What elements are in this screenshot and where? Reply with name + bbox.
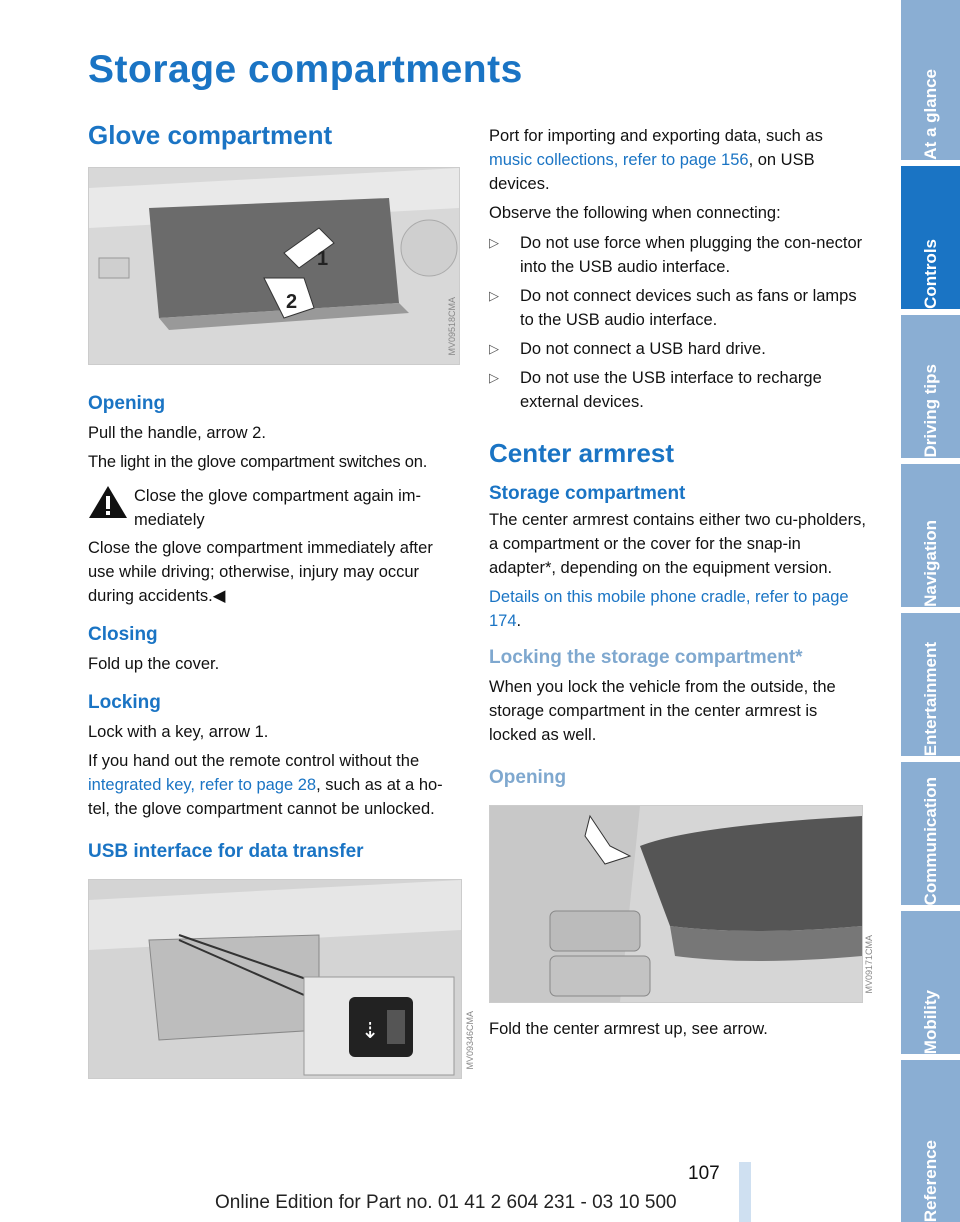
tab-label: Reference — [920, 1139, 940, 1222]
glove-compartment-illustration — [89, 168, 459, 364]
list-item — [489, 231, 867, 279]
music-collections-link[interactable]: music collections, refer to page 156 — [489, 151, 749, 169]
locking-storage-text: When you lock the vehicle from the outside, the storage compartment in the center armrest is locked as well. — [489, 678, 836, 744]
port-text — [489, 124, 867, 196]
closing-heading: Closing — [88, 624, 158, 645]
usb-interface-heading: USB interface for data transfer — [88, 841, 364, 862]
locking-storage-heading: Locking the storage compartment* — [489, 647, 803, 668]
chapter-sidebar — [901, 0, 960, 1222]
locking-text-2b: , such as at a ho-tel, the glove compartment cannot be unlocked. — [88, 776, 443, 818]
bullet-arrow-icon: ▷ — [489, 341, 499, 356]
tab-navigation[interactable] — [901, 464, 960, 607]
locking-text-2 — [88, 749, 462, 821]
warning-block — [88, 484, 462, 532]
tab-label: Controls — [920, 239, 940, 309]
svg-text:⇣: ⇣ — [361, 1019, 380, 1044]
opening-text-2: The light in the glove compartment switches on. — [88, 453, 428, 471]
tab-entertainment[interactable] — [901, 613, 960, 756]
details-end: . — [516, 612, 522, 630]
tab-communication[interactable] — [901, 762, 960, 905]
opening-heading: Opening — [88, 393, 166, 414]
list-item — [489, 337, 867, 361]
tab-label: Navigation — [920, 520, 940, 607]
armrest-illustration — [490, 806, 862, 1002]
list-item — [489, 366, 867, 414]
bullet-text: Do not use the USB interface to recharge external devices. — [520, 369, 822, 411]
svg-text:1: 1 — [317, 248, 329, 270]
bullet-arrow-icon: ▷ — [489, 370, 499, 385]
photo-code: MV09518CMA — [447, 297, 457, 356]
opening-heading-right: Opening — [489, 767, 567, 788]
center-armrest-heading: Center armrest — [489, 438, 674, 468]
usb-interface-photo — [88, 879, 475, 1079]
port-text-a: Port for importing and exporting data, such as — [489, 127, 823, 145]
observe-text: Observe the following when connecting: — [489, 204, 781, 222]
footer-edition: Online Edition for Part no. 01 41 2 604 231 - 03 10 500 — [215, 1192, 677, 1213]
page-title: Storage compartments — [88, 48, 523, 91]
glove-compartment-heading: Glove compartment — [88, 120, 333, 150]
svg-text:2: 2 — [286, 291, 298, 313]
list-item — [489, 284, 867, 332]
locking-heading: Locking — [88, 692, 161, 713]
details-text — [489, 585, 867, 633]
tab-reference[interactable] — [901, 1060, 960, 1222]
integrated-key-link[interactable]: integrated key, refer to page 28 — [88, 776, 317, 794]
usb-interface-illustration — [89, 880, 461, 1078]
left-column — [88, 120, 475, 1079]
storage-compartment-heading: Storage compartment — [489, 483, 686, 504]
bullet-text: Do not connect a USB hard drive. — [520, 340, 766, 358]
tab-label: Communication — [920, 776, 940, 905]
tab-label: Driving tips — [920, 364, 940, 458]
port-text-b: , on USB devices. — [489, 151, 815, 193]
bullet-arrow-icon: ▷ — [489, 288, 499, 303]
tab-label: Mobility — [920, 989, 940, 1054]
page-number: 107 — [688, 1163, 720, 1184]
page-marker-bar — [739, 1162, 751, 1222]
closing-text: Fold up the cover. — [88, 655, 220, 673]
warning-icon — [88, 484, 128, 520]
tab-label: At a glance — [920, 69, 940, 160]
tab-label: Entertainment — [920, 641, 940, 756]
warning-title-line-1: Close the glove compartment again im- — [134, 487, 422, 505]
bullet-text: Do not connect devices such as fans or lamps to the USB audio interface. — [520, 287, 857, 329]
locking-text-2a: If you hand out the remote control without the — [88, 752, 420, 770]
locking-text-1: Lock with a key, arrow 1. — [88, 723, 269, 741]
tab-driving-tips[interactable] — [901, 315, 960, 458]
photo-code: MV09171CMA — [864, 935, 874, 994]
warning-body: Close the glove compartment immediately after use while driving; otherwise, injury may occur during accidents.◀ — [88, 539, 433, 605]
storage-text: The center armrest contains either two cu-pholders, a compartment or the cover for the snap-in adapter*, depending on the equipment version. — [489, 511, 866, 577]
tab-controls[interactable] — [901, 166, 960, 309]
mobile-phone-cradle-link[interactable]: Details on this mobile phone cradle, refer to page 174 — [489, 588, 849, 630]
tab-mobility[interactable] — [901, 911, 960, 1054]
tab-at-a-glance[interactable] — [901, 0, 960, 160]
opening-text-1: Pull the handle, arrow 2. — [88, 424, 266, 442]
fold-text: Fold the center armrest up, see arrow. — [489, 1020, 768, 1038]
armrest-photo — [489, 805, 874, 1003]
glove-compartment-photo — [88, 167, 460, 365]
photo-code: MV09346CMA — [465, 1011, 475, 1070]
warning-title-line-2: mediately — [134, 511, 205, 529]
bullet-arrow-icon: ▷ — [489, 235, 499, 250]
bullet-list — [489, 231, 867, 414]
bullet-text: Do not use force when plugging the con-nector into the USB audio interface. — [520, 234, 863, 276]
right-column — [489, 124, 874, 1041]
